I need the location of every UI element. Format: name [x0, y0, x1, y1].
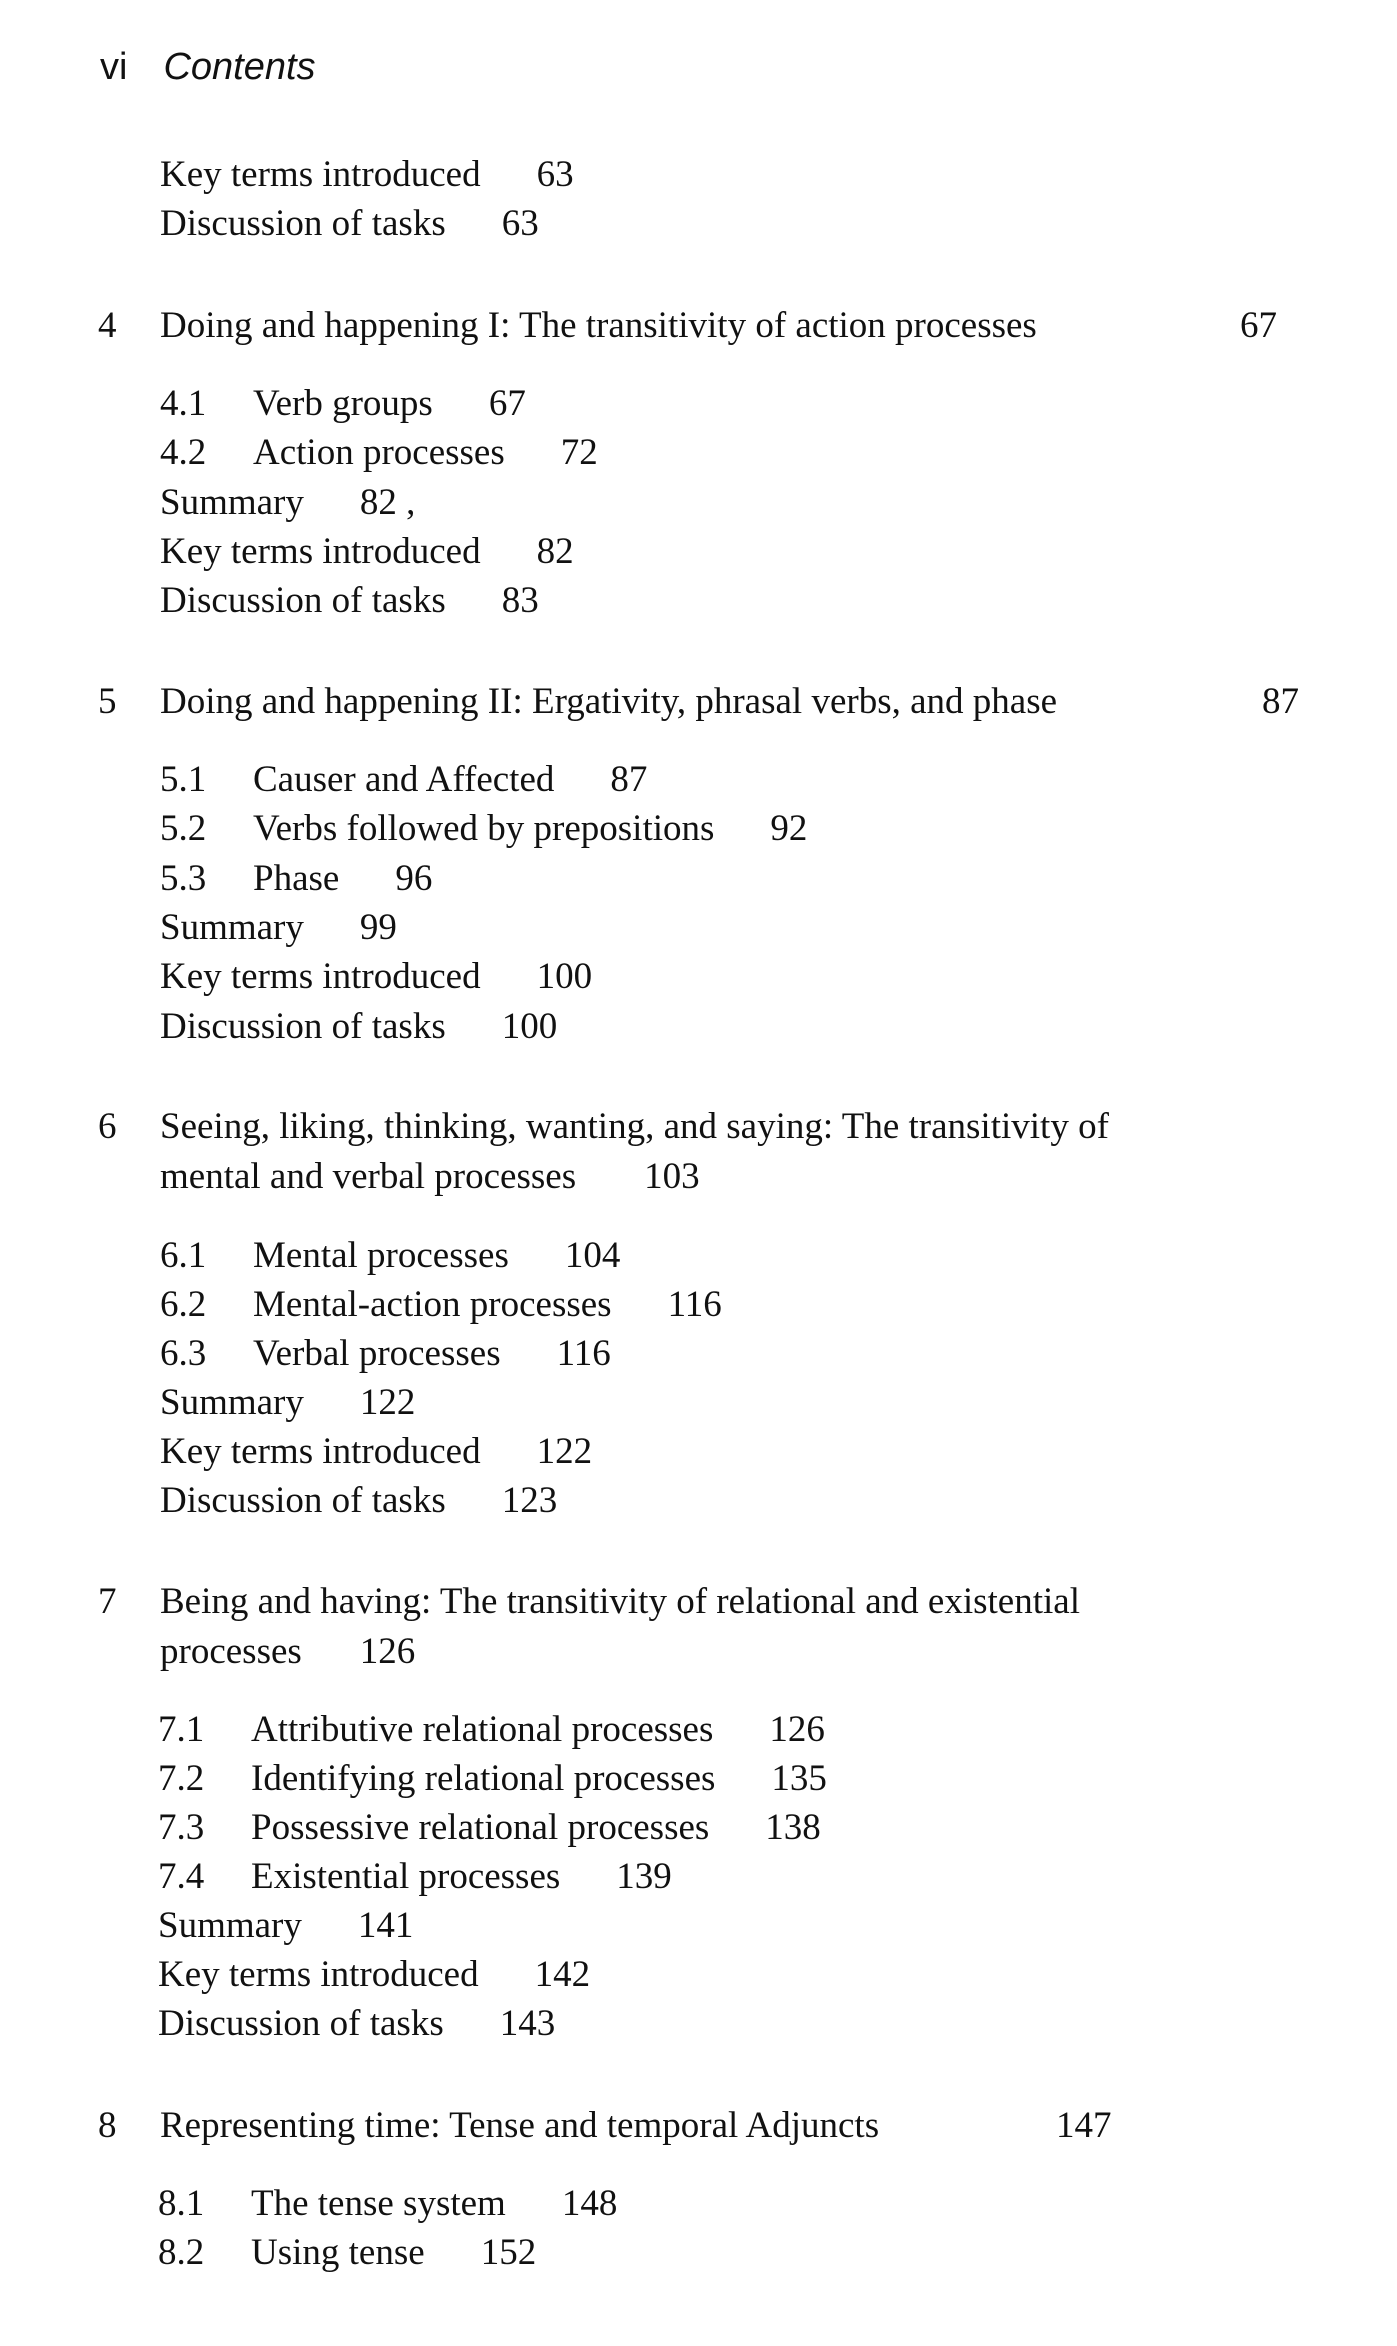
toc-entry: [160, 1482, 557, 1519]
section-number: 5.2: [160, 808, 207, 849]
toc-entry: [160, 205, 539, 242]
entry-label: Existential processes: [251, 1856, 561, 1897]
chapter-page: 147: [1056, 2105, 1112, 2146]
entry-label: Phase: [253, 858, 340, 899]
toc-entry: [160, 434, 598, 471]
entry-label: Using tense: [251, 2232, 425, 2273]
toc-entry: [160, 810, 807, 847]
section-number: 8.1: [158, 2183, 205, 2224]
toc-entry: [160, 484, 415, 521]
toc-entry: [158, 2005, 555, 2042]
entry-label: Causer and Affected: [253, 759, 555, 800]
toc-entry: [160, 860, 432, 897]
toc-entry: [158, 1956, 590, 1993]
entry-page: 67: [488, 383, 526, 424]
entry-page: 148: [561, 2183, 618, 2224]
entry-page: 139: [616, 1856, 672, 1897]
section-number: 6.2: [160, 1284, 207, 1325]
entry-label: Summary: [158, 1905, 302, 1946]
chapter-title-continued: [160, 1158, 700, 1195]
header-page-number: vi: [100, 46, 128, 88]
chapter-title: Being and having: The transitivity of relational and existential: [160, 1581, 1080, 1622]
section-number: 6.3: [160, 1333, 207, 1374]
toc-entry: [158, 1907, 413, 1944]
chapter-page: 103: [644, 1156, 700, 1197]
toc-entry: [160, 156, 574, 193]
entry-label: Discussion of tasks: [160, 203, 446, 244]
chapter-page: 126: [359, 1631, 416, 1672]
section-number: 7.2: [158, 1758, 205, 1799]
entry-page: 83: [501, 580, 539, 621]
entry-page: 99: [359, 907, 397, 948]
entry-page: 82 ,: [359, 482, 416, 523]
section-number: 7.4: [158, 1856, 205, 1897]
entry-label: Identifying relational processes: [251, 1758, 716, 1799]
entry-page: 152: [480, 2232, 537, 2273]
entry-label: Key terms introduced: [158, 1954, 479, 1995]
toc-entry: [158, 2185, 617, 2222]
chapter-number: 6: [98, 1106, 117, 1147]
entry-label: Discussion of tasks: [160, 1480, 446, 1521]
toc-entry: [160, 582, 539, 619]
entry-page: 135: [771, 1758, 827, 1799]
entry-page: 96: [395, 858, 433, 899]
entry-label: Attributive relational processes: [251, 1709, 714, 1750]
entry-page: 92: [770, 808, 808, 849]
entry-label: Verbs followed by prepositions: [253, 808, 715, 849]
entry-label: Discussion of tasks: [158, 2003, 444, 2044]
section-number: 4.2: [160, 432, 207, 473]
entry-label: Verbal processes: [253, 1333, 501, 1374]
toc-entry: [160, 909, 397, 946]
toc-entry: [158, 1858, 672, 1895]
toc-entry: [160, 1433, 592, 1470]
toc-entry: [160, 1384, 415, 1421]
entry-label: Action processes: [253, 432, 505, 473]
chapter-number: 7: [98, 1581, 117, 1622]
entry-page: 141: [357, 1905, 414, 1946]
entry-page: 142: [534, 1954, 591, 1995]
toc-entry: [160, 958, 592, 995]
entry-label: Mental-action processes: [253, 1284, 612, 1325]
entry-page: 138: [765, 1807, 821, 1848]
entry-page: 126: [769, 1709, 825, 1750]
toc-entry: [158, 1760, 827, 1797]
chapter-page: 67: [1240, 305, 1277, 346]
section-number: 8.2: [158, 2232, 205, 2273]
toc-entry: [160, 385, 526, 422]
entry-label: The tense system: [251, 2183, 506, 2224]
chapter-page: 87: [1262, 681, 1299, 722]
chapter-title: Seeing, liking, thinking, wanting, and saying: The transitivity of: [160, 1106, 1109, 1147]
toc-entry: [158, 2234, 536, 2271]
entry-page: 63: [536, 154, 574, 195]
toc-entry: [160, 761, 647, 798]
chapter-number: 8: [98, 2105, 117, 2146]
chapter-title-line2: mental and verbal processes: [160, 1156, 577, 1197]
entry-label: Key terms introduced: [160, 956, 481, 997]
entry-label: Possessive relational processes: [251, 1807, 710, 1848]
toc-entry: [158, 1711, 825, 1748]
entry-label: Discussion of tasks: [160, 580, 446, 621]
entry-label: Discussion of tasks: [160, 1006, 446, 1047]
entry-page: 122: [359, 1382, 416, 1423]
section-number: 7.3: [158, 1807, 205, 1848]
entry-label: Key terms introduced: [160, 1431, 481, 1472]
entry-page: 72: [560, 432, 598, 473]
chapter-title: Representing time: Tense and temporal Adjuncts: [160, 2105, 880, 2146]
toc-entry: [160, 1335, 611, 1372]
entry-label: Key terms introduced: [160, 531, 481, 572]
chapter-title-line2: processes: [160, 1631, 302, 1672]
entry-label: Summary: [160, 1382, 304, 1423]
entry-label: Summary: [160, 907, 304, 948]
section-number: 5.3: [160, 858, 207, 899]
chapter-title-continued: [160, 1633, 415, 1670]
entry-label: Verb groups: [253, 383, 433, 424]
entry-page: 123: [501, 1480, 558, 1521]
entry-page: 63: [501, 203, 539, 244]
entry-label: Summary: [160, 482, 304, 523]
toc-entry: [160, 1286, 722, 1323]
toc-entry: [160, 1237, 620, 1274]
section-number: 5.1: [160, 759, 207, 800]
entry-page: 116: [667, 1284, 722, 1325]
entry-label: Key terms introduced: [160, 154, 481, 195]
chapter-number: 5: [98, 681, 117, 722]
entry-page: 122: [536, 1431, 593, 1472]
chapter-number: 4: [98, 305, 117, 346]
chapter-title: Doing and happening II: Ergativity, phrasal verbs, and phase: [160, 681, 1058, 722]
entry-page: 116: [556, 1333, 611, 1374]
entry-page: 104: [564, 1235, 621, 1276]
chapter-title: Doing and happening I: The transitivity of action processes: [160, 305, 1037, 346]
toc-entry: [160, 533, 574, 570]
toc-entry: [158, 1809, 821, 1846]
section-number: 4.1: [160, 383, 207, 424]
toc-entry: [160, 1008, 557, 1045]
section-number: 7.1: [158, 1709, 205, 1750]
entry-page: 100: [501, 1006, 558, 1047]
entry-page: 143: [499, 2003, 556, 2044]
header-title: Contents: [163, 46, 316, 88]
entry-page: 87: [610, 759, 648, 800]
entry-page: 100: [536, 956, 593, 997]
entry-label: Mental processes: [253, 1235, 509, 1276]
section-number: 6.1: [160, 1235, 207, 1276]
entry-page: 82: [536, 531, 574, 572]
